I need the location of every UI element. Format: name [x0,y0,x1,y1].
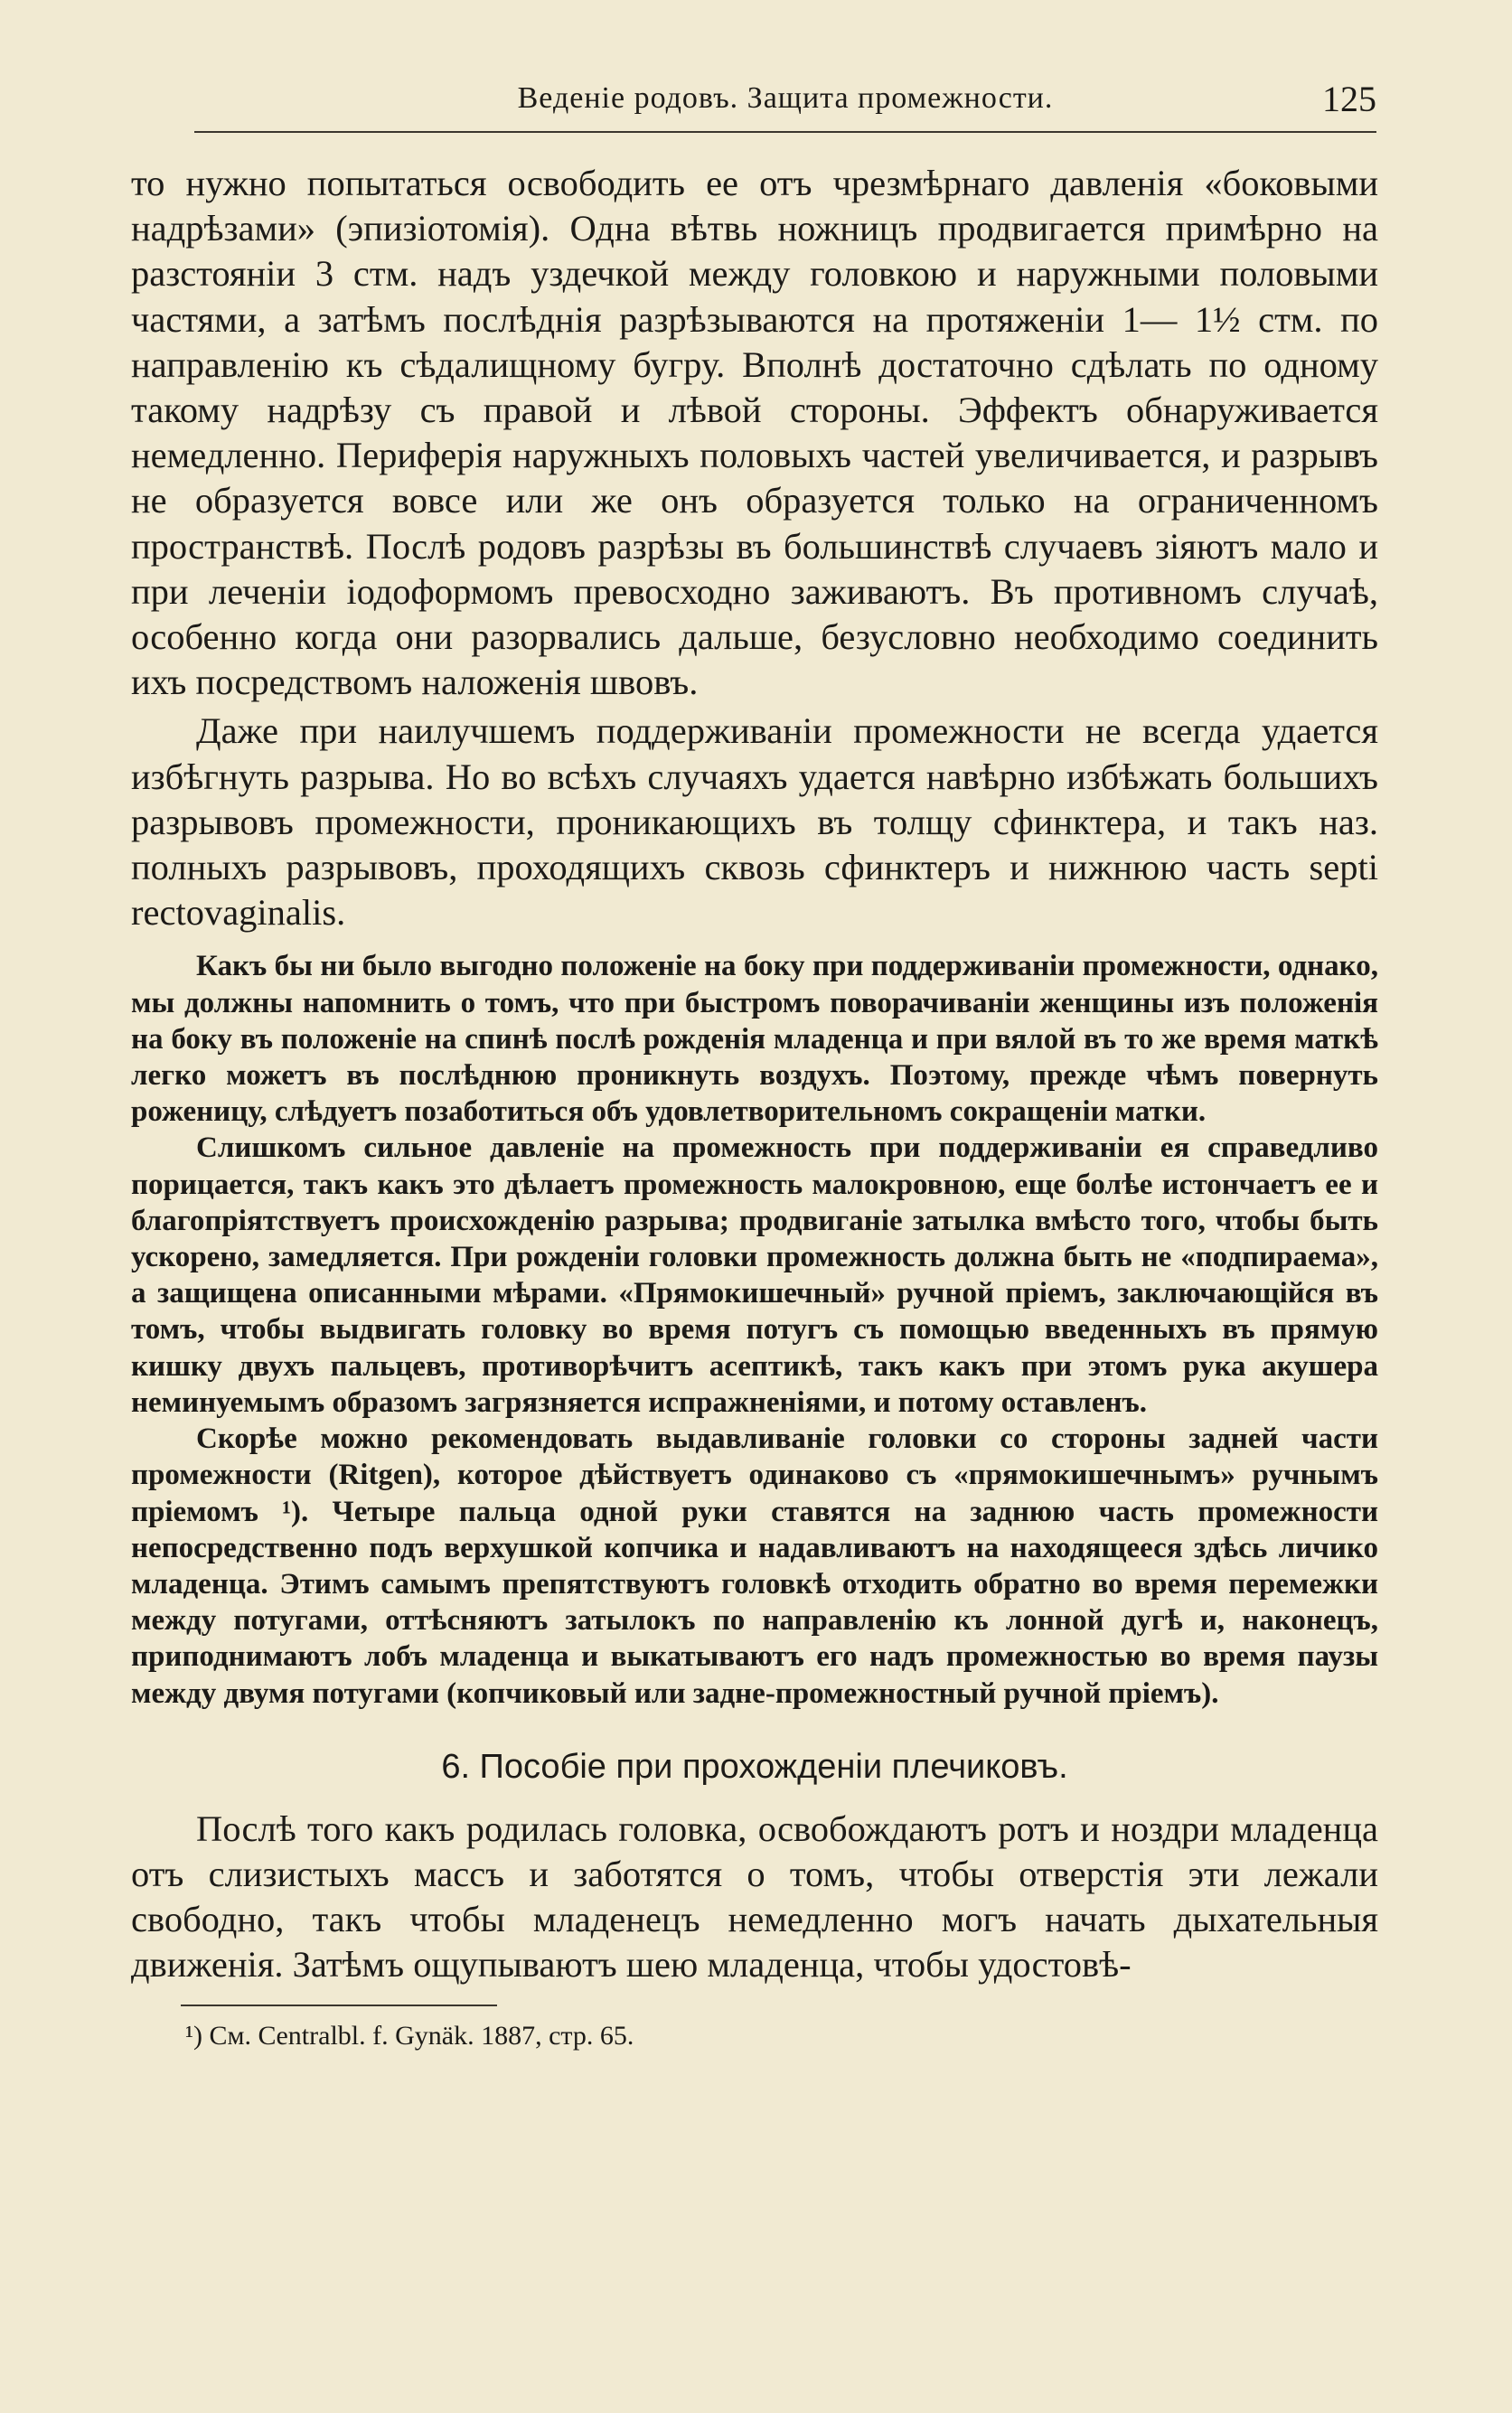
section-heading: 6. Пособіе при прохожденіи плечиковъ. [441,1747,1068,1786]
paragraph-ritgen: Скорѣе можно рекомендовать выдавливаніе головки со стороны задней части промежности (Ritgen), которое дѣйствуетъ одинаково съ «прямокишечнымъ» ручнымъ пріемомъ ¹). Четыре пальца одной руки ставятся на заднюю часть промежности непосредственно подъ верхушкой копчика и надавливаютъ на находящееся здѣсь личико младенца. Этимъ самымъ препятствуютъ головкѣ отходить обратно во время перемежки между потугами, оттѣсняютъ затылокъ по направленію къ лонной дугѣ и, наконецъ, приподнимаютъ лобъ младенца и выкатываютъ его надъ промежностью во время паузы между двумя потугами (копчиковый или задне-промежностный ручной пріемъ). [131,1422,1378,1710]
footnote [185,2021,1378,2052]
paragraph-side-position: Какъ бы ни было выгодно положеніе на боку при поддерживаніи промежности, однако, мы должны напомнить о томъ, что при быстромъ поворачиваніи женщины изъ положенія на боку въ положеніе на спинѣ послѣ рожденія младенца и при вялой въ то же время маткѣ легко можетъ въ послѣднюю проникнуть воздухъ. Поэтому, прежде чѣмъ повернуть роженицу, слѣдуетъ позаботиться объ удовлетворительномъ сокращеніи матки. [131,950,1378,1129]
page-number: 125 [1322,79,1376,119]
paragraph-shoulders: Послѣ того какъ родилась головка, освобождаютъ ротъ и ноздри младенца отъ слизистыхъ массъ и заботятся о томъ, чтобы отверстія эти лежали свободно, такъ чтобы младенецъ немедленно могъ начать дыхательныя движенія. Затѣмъ ощупываютъ шею младенца, чтобы удостовѣ- [131,1807,1378,1986]
paragraph-rupture: Даже при наилучшемъ поддерживаніи промежности не всегда удается избѣгнуть разрыва. Но во всѣхъ случаяхъ удается навѣрно избѣжать большихъ разрывовъ промежности, проникающихъ въ толщу сфинктера, и такъ наз. полныхъ разрывовъ, проходящихъ сквозь сфинктеръ и нижнюю часть septi rectovaginalis. [131,710,1378,934]
footnote-rule [181,2005,497,2006]
header-rule [194,131,1376,133]
page-body [131,161,1378,2052]
footnote-text: См. Centralbl. f. Gynäk. 1887, стр. 65. [209,2020,634,2051]
footnote-marker: ¹) [185,2020,202,2051]
page-header [194,81,1376,136]
running-head: Веденіе родовъ. Защита промежности. [517,81,1054,115]
paragraph-pressure: Слишкомъ сильное давленіе на промежность при поддерживаніи ея справедливо порицается, такъ какъ это дѣлаетъ промежность малокровною, еще болѣе истончаетъ ее и благопріятствуетъ происхожденію разрыва; продвиганіе затылка вмѣсто того, чтобы быть ускорено, замедляется. При рожденіи головки промежность должна быть не «подпираема», а защищена описанными мѣрами. «Прямокишечный» ручной пріемъ, заключающійся въ томъ, чтобы выдвигать головку во время потугъ съ помощью введенныхъ въ прямую кишку двухъ пальцевъ, противорѣчитъ асептикѣ, такъ какъ при этомъ рука акушера неминуемымъ образомъ загрязняется испражненіями, и потому оставленъ. [131,1131,1378,1419]
paragraph-episiotomy: то нужно попытаться освободить ее отъ чрезмѣрнаго давленія «боковыми надрѣзами» (эпизіотомія). Одна вѣтвь ножницъ продвигается примѣрно на разстояніи 3 стм. надъ уздечкой между головкою и наружными половыми частями, а затѣмъ послѣднія разрѣзываются на протяженіи 1— 1½ стм. по направленію къ сѣдалищному бугру. Вполнѣ достаточно сдѣлать по одному такому надрѣзу съ правой и лѣвой стороны. Эффектъ обнаруживается немедленно. Периферія наружныхъ половыхъ частей увеличивается, и разрывъ не образуется вовсе или же онъ образуется только на ограниченномъ пространствѣ. Послѣ родовъ разрѣзы въ большинствѣ случаевъ зіяютъ мало и при леченіи іодоформомъ превосходно заживаютъ. Въ противномъ случаѣ, особенно когда они разорвались дальше, безусловно необходимо соединить ихъ посредствомъ наложенія швовъ. [131,163,1378,703]
